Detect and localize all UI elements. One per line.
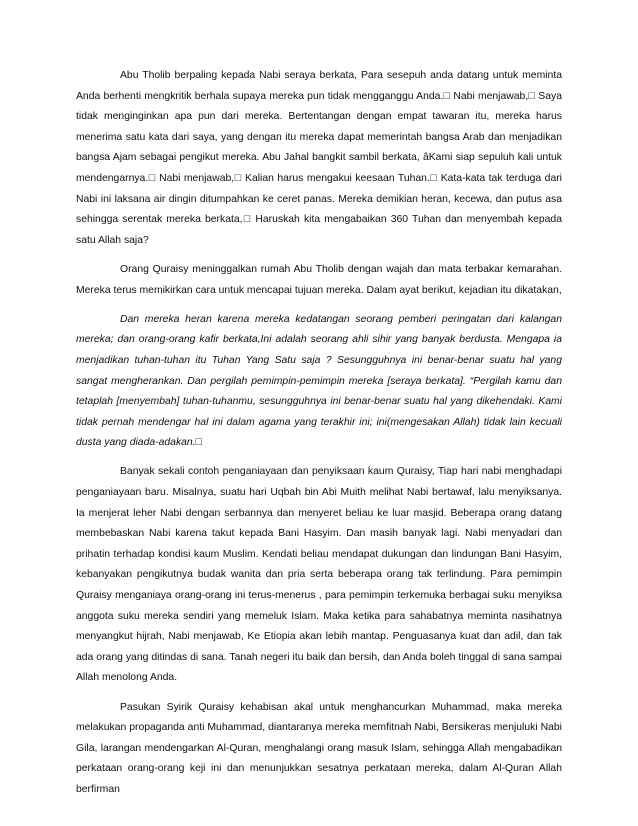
paragraph-persecution: Banyak sekali contoh penganiayaan dan penyiksaan kaum Quraisy, Tiap hari nabi menghadapi penganiayaan baru. Misalnya, suatu hari Uqbah bin Abi Muith melihat Nabi bertawaf, lalu menyiksanya. Ia menjerat leher Nabi dengan serbannya dan menyeret beliau ke luar masjid. Beberapa orang datang membebaskan Nabi karena takut kepada Bani Hasyim. Dan masih banyak lagi. Nabi menyadari dan prihatin terhadap kondisi kaum Muslim. Kendati beliau mendapat dukungan dan lindungan Bani Hasyim, kebanyakan pengikutnya budak wanita dan pria serta beberapa orang tak terlindung. Para pemimpin Quraisy menganiaya orang-orang ini terus-menerus , para pemimpin terkemuka berbagai suku menyiksa anggota suku mereka sendiri yang memeluk Islam. Maka ketika para sahabatnya meminta nasihatnya menyangkut hijrah, Nabi menjawab, Ke Etiopia akan lebih mantap. Penguasanya kuat dan adil, dan tak ada orang yang ditindas di sana. Tanah negeri itu baik dan bersih, dan Anda boleh tinggal di sana sampai Allah menolong Anda.: [76, 466, 562, 684]
paragraph-abu-tholib: Abu Tholib berpaling kepada Nabi seraya berkata, Para sesepuh anda datang untuk meminta Anda berhenti mengkritik berhala supaya mereka pun tidak mengganggu Anda.□ Nabi menjawab,□ Saya tidak menginginkan apa pun dari mereka. Bertentangan dengan empat tawaran itu, mereka harus menerima satu kata dari saya, yang dengan itu mereka dapat memerintah bangsa Arab dan menjadikan bangsa Ajam sebagai pengikut mereka. Abu Jahal bangkit sambil berkata, âKami siap sepuluh kali untuk mendengarnya.□ Nabi menjawab,□ Kalian harus mengakui keesaan Tuhan.□ Kata-kata tak terduga dari Nabi ini laksana air dingin ditumpahkan ke ceret panas. Mereka demikian heran, kecewa, dan putus asa sehingga serentak mereka berkata,□ Haruskah kita mengabaikan 360 Tuhan dan menyembah kepada satu Allah saja?: [76, 70, 562, 246]
paragraph-quraisy-leave: Orang Quraisy meninggalkan rumah Abu Tholib dengan wajah dan mata terbakar kemarahan. Mereka terus memikirkan cara untuk mencapai tujuan mereka. Dalam ayat berikut, kejadian itu dikatakan,: [76, 263, 562, 296]
document-body: [76, 66, 562, 809]
paragraph-propaganda: Pasukan Syirik Quraisy kehabisan akal untuk menghancurkan Muhammad, maka mereka melakukan propaganda anti Muhammad, diantaranya mereka memfitnah Nabi, Bersikeras menjuluki Nabi Gila, larangan mendengarkan Al-Quran, menghalangi orang masuk Islam, sehingga Allah mengabadikan perkataan orang-orang keji ini dan menunjukkan sesatnya perkataan mereka, dalam Al-Quran Allah berfirman: [76, 701, 562, 795]
paragraph-quran-verse: Dan mereka heran karena mereka kedatangan seorang pemberi peringatan dari kalangan mereka; dan orang-orang kafir berkata,Ini adalah seorang ahli sihir yang banyak berdusta. Mengapa ia menjadikan tuhan-tuhan itu Tuhan Yang Satu saja ? Sesungguhnya ini benar-benar suatu hal yang sangat mengherankan. Dan pergilah pemimpin-pemimpin mereka [seraya berkata]. “Pergilah kamu dan tetaplah [menyembah] tuhan-tuhanmu, sesungguhnya ini benar-benar suatu hal yang dikehendaki. Kami tidak pernah mendengar hal ini dalam agama yang terakhir ini; ini(mengesakan Allah) tidak lain kecuali dusta yang diada-adakan.□: [76, 313, 562, 449]
